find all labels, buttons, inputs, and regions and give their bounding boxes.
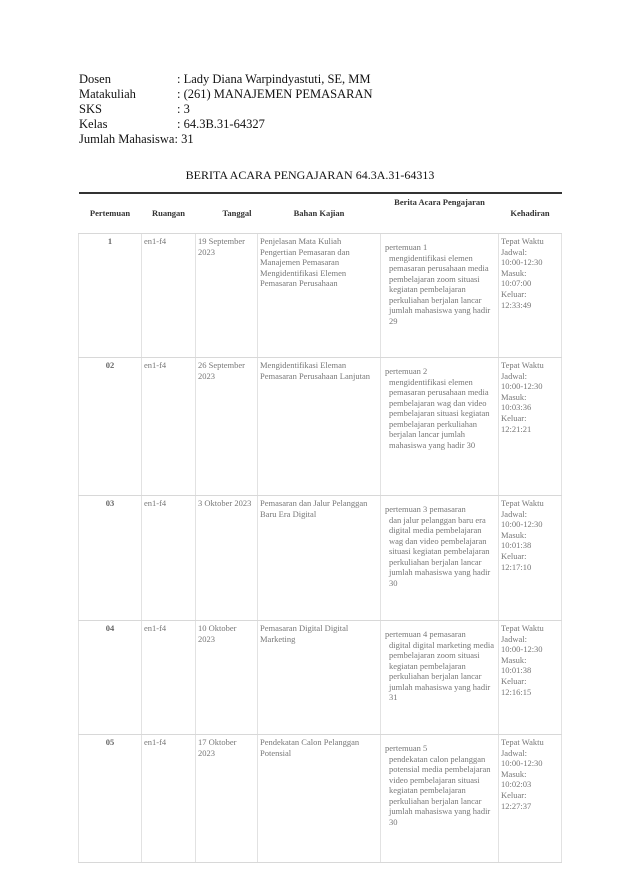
teaching-record-table xyxy=(78,192,562,863)
column-header-kehadiran: Kehadiran xyxy=(499,193,562,234)
column-header-bahan-kajian: Bahan Kajian xyxy=(258,193,381,234)
cell-pertemuan: 03 xyxy=(79,496,142,621)
info-value: : 64.3B.31-64327 xyxy=(177,117,265,131)
info-value: : 3 xyxy=(177,102,190,116)
kehadiran-keluar-label: Keluar: xyxy=(501,675,527,686)
kehadiran-status: Tepat Waktu xyxy=(501,236,544,246)
kehadiran-keluar-label: Keluar: xyxy=(501,288,527,299)
kehadiran-jadwal-label: Jadwal: xyxy=(501,747,527,758)
info-label: SKS xyxy=(79,102,102,116)
cell-kehadiran xyxy=(499,735,562,863)
kehadiran-masuk-label: Masuk: xyxy=(501,768,527,779)
kehadiran-keluar-label: Keluar: xyxy=(501,789,527,800)
kehadiran-keluar-label: Keluar: xyxy=(501,412,527,423)
kehadiran-jadwal: 10:00-12:30 xyxy=(501,381,543,392)
cell-pertemuan: 1 xyxy=(79,234,142,358)
kehadiran-jadwal-label: Jadwal: xyxy=(501,508,527,519)
kehadiran-status: Tepat Waktu xyxy=(501,737,544,747)
cell-tanggal: 19 September 2023 xyxy=(196,234,258,358)
kehadiran-keluar: 12:16:15 xyxy=(501,686,532,697)
cell-berita-acara xyxy=(381,735,499,863)
berita-first-line: pertemuan 2 xyxy=(385,366,428,376)
berita-text: mengidentifikasi elemen pemasaran perusahaan media pembelajaran wag dan video pembelajaran situasi kegiatan pembelajaran perkuliahan berjalan lancar jumlah mahasiswa yang hadir 30 xyxy=(389,376,490,450)
info-row-matakuliah xyxy=(79,87,373,102)
kehadiran-jadwal: 10:00-12:30 xyxy=(501,644,543,655)
column-header-ruangan: Ruangan xyxy=(142,193,196,234)
berita-first-line: pertemuan 3 pemasaran xyxy=(385,504,466,514)
document-title: BERITA ACARA PENGAJARAN 64.3A.31-64313 xyxy=(185,168,435,182)
kehadiran-status: Tepat Waktu xyxy=(501,623,544,633)
kehadiran-masuk: 10:02:03 xyxy=(501,779,532,790)
table-row xyxy=(79,358,562,496)
table-row xyxy=(79,735,562,863)
kehadiran-jadwal-label: Jadwal: xyxy=(501,246,527,257)
kehadiran-jadwal-label: Jadwal: xyxy=(501,633,527,644)
kehadiran-jadwal: 10:00-12:30 xyxy=(501,257,543,268)
kehadiran-masuk-label: Masuk: xyxy=(501,654,527,665)
info-value: : (261) MANAJEMEN PEMASARAN xyxy=(177,87,373,101)
cell-ruangan: en1-f4 xyxy=(142,358,196,496)
cell-berita-acara xyxy=(381,496,499,621)
column-header-tanggal: Tanggal xyxy=(196,193,258,234)
berita-text: digital digital marketing media pembelajaran zoom situasi kegiatan pembelajaran perkuliahan berjalan lancar jumlah mahasiswa yang hadir 31 xyxy=(389,639,495,702)
berita-first-line: pertemuan 5 xyxy=(385,743,428,753)
column-header-berita-acara: Berita Acara Pengajaran xyxy=(381,193,499,234)
cell-berita-acara xyxy=(381,358,499,496)
cell-berita-acara xyxy=(381,234,499,358)
table-row xyxy=(79,621,562,735)
info-label: Matakuliah xyxy=(79,87,136,101)
cell-pertemuan: 05 xyxy=(79,735,142,863)
cell-ruangan: en1-f4 xyxy=(142,735,196,863)
kehadiran-jadwal-label: Jadwal: xyxy=(501,370,527,381)
cell-bahan-kajian: Pemasaran dan Jalur Pelanggan Baru Era Digital xyxy=(258,496,381,621)
kehadiran-jadwal: 10:00-12:30 xyxy=(501,519,543,530)
cell-bahan-kajian: Penjelasan Mata Kuliah Pengertian Pemasaran dan Manajemen Pemasaran Mengidentifikasi Elemen Pemasaran Perusahaan xyxy=(258,234,381,358)
kehadiran-status: Tepat Waktu xyxy=(501,498,544,508)
cell-bahan-kajian: Pendekatan Calon Pelanggan Potensial xyxy=(258,735,381,863)
kehadiran-masuk: 10:01:38 xyxy=(501,540,532,551)
info-value: : 31 xyxy=(174,132,194,146)
berita-text: pendekatan calon pelanggan potensial media pembelajaran video pembelajaran situasi kegiatan pembelajaran perkuliahan berjalan lancar jumlah mahasiswa yang hadir 30 xyxy=(389,753,491,827)
kehadiran-masuk: 10:07:00 xyxy=(501,278,532,289)
cell-bahan-kajian: Mengidentifikasi Eleman Pemasaran Perusahaan Lanjutan xyxy=(258,358,381,496)
kehadiran-keluar: 12:27:37 xyxy=(501,800,532,811)
cell-kehadiran xyxy=(499,496,562,621)
kehadiran-masuk-label: Masuk: xyxy=(501,267,527,278)
info-row-sks xyxy=(79,102,373,117)
kehadiran-keluar: 12:33:49 xyxy=(501,299,532,310)
kehadiran-keluar-label: Keluar: xyxy=(501,550,527,561)
cell-tanggal: 17 Oktober 2023 xyxy=(196,735,258,863)
cell-tanggal: 3 Oktober 2023 xyxy=(196,496,258,621)
info-row-dosen xyxy=(79,72,373,87)
berita-text: dan jalur pelanggan baru era digital media pembelajaran wag dan video pembelajaran situasi kegiatan pembelajaran perkuliahan berjalan lancar jumlah mahasiswa yang hadir 30 xyxy=(389,514,491,588)
info-row-jumlah-mahasiswa xyxy=(79,132,373,147)
cell-pertemuan: 04 xyxy=(79,621,142,735)
berita-text: mengidentifikasi elemen pemasaran perusahaan media pembelajaran zoom situasi kegiatan pembelajaran perkuliahan berjalan lancar jumlah mahasiswa yang hadir 29 xyxy=(389,252,491,326)
kehadiran-masuk-label: Masuk: xyxy=(501,529,527,540)
cell-tanggal: 10 Oktober 2023 xyxy=(196,621,258,735)
cell-bahan-kajian: Pemasaran Digital Digital Marketing xyxy=(258,621,381,735)
kehadiran-masuk: 10:03:36 xyxy=(501,402,532,413)
info-label: Jumlah Mahasiswa xyxy=(79,132,175,146)
berita-first-line: pertemuan 1 xyxy=(385,242,428,252)
cell-tanggal: 26 September 2023 xyxy=(196,358,258,496)
cell-kehadiran xyxy=(499,621,562,735)
info-label: Dosen xyxy=(79,72,111,86)
kehadiran-jadwal: 10:00-12:30 xyxy=(501,758,543,769)
column-header-pertemuan: Pertemuan xyxy=(79,193,142,234)
cell-ruangan: en1-f4 xyxy=(142,234,196,358)
kehadiran-masuk-label: Masuk: xyxy=(501,391,527,402)
cell-kehadiran xyxy=(499,358,562,496)
cell-ruangan: en1-f4 xyxy=(142,621,196,735)
info-label: Kelas xyxy=(79,117,108,131)
cell-kehadiran xyxy=(499,234,562,358)
kehadiran-keluar: 12:21:21 xyxy=(501,423,532,434)
berita-first-line: pertemuan 4 pemasaran xyxy=(385,629,466,639)
info-row-kelas xyxy=(79,117,373,132)
cell-berita-acara xyxy=(381,621,499,735)
cell-pertemuan: 02 xyxy=(79,358,142,496)
table-header-row xyxy=(79,193,562,234)
kehadiran-keluar: 12:17:10 xyxy=(501,561,532,572)
kehadiran-status: Tepat Waktu xyxy=(501,360,544,370)
info-value: : Lady Diana Warpindyastuti, SE, MM xyxy=(177,72,371,86)
kehadiran-masuk: 10:01:38 xyxy=(501,665,532,676)
course-info xyxy=(79,72,373,147)
table-row xyxy=(79,496,562,621)
cell-ruangan: en1-f4 xyxy=(142,496,196,621)
table-row xyxy=(79,234,562,358)
